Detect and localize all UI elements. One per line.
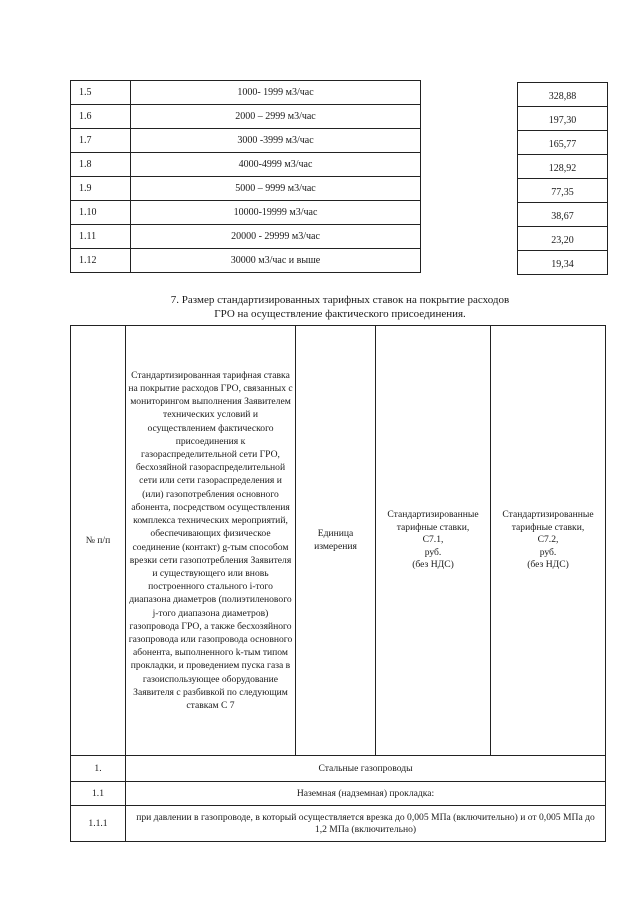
- table-row: [71, 105, 421, 129]
- row-text: Стальные газопроводы: [126, 756, 606, 782]
- row-range: 3000 -3999 м3/час: [131, 129, 421, 153]
- row-num: 1.9: [71, 177, 131, 201]
- table-row: [71, 249, 421, 273]
- row-text: при давлении в газопроводе, в который осуществляется врезка до 0,005 МПа (включительно) и от 0,005 МПа до 1,2 МПа (включительно): [126, 806, 606, 842]
- row-range: 30000 м3/час и выше: [131, 249, 421, 273]
- row-num: 1.8: [71, 153, 131, 177]
- row-value: 165,77: [518, 131, 608, 155]
- row-num: 1.1: [71, 782, 126, 806]
- row-num: 1.5: [71, 81, 131, 105]
- row-num: 1.11: [71, 225, 131, 249]
- row-value: 197,30: [518, 107, 608, 131]
- header-unit: Единица измерения: [296, 326, 376, 756]
- row-value: 77,35: [518, 179, 608, 203]
- row-value: 23,20: [518, 227, 608, 251]
- row-range: 20000 - 29999 м3/час: [131, 225, 421, 249]
- row-text: Наземная (надземная) прокладка:: [126, 782, 606, 806]
- row-range: 10000-19999 м3/час: [131, 201, 421, 225]
- row-range: 4000-4999 м3/час: [131, 153, 421, 177]
- header-row: [71, 326, 606, 756]
- table-row: [71, 806, 606, 842]
- table-row: [71, 756, 606, 782]
- table-row: [71, 225, 421, 249]
- row-range: 1000- 1999 м3/час: [131, 81, 421, 105]
- section-heading-line1: 7. Размер стандартизированных тарифных ставок на покрытие расходов: [170, 294, 510, 306]
- tariff-table: [70, 325, 606, 842]
- row-num: 1.7: [71, 129, 131, 153]
- row-num: 1.: [71, 756, 126, 782]
- rates-value-column: [517, 82, 608, 275]
- table-row: [71, 81, 421, 105]
- section-heading: [110, 293, 570, 321]
- table-row: [71, 201, 421, 225]
- table-row: [71, 782, 606, 806]
- row-range: 2000 – 2999 м3/час: [131, 105, 421, 129]
- table-row: [71, 177, 421, 201]
- row-value: 19,34: [518, 251, 608, 275]
- header-c71: Стандартизированные тарифные ставки, С7.1, руб. (без НДС): [376, 326, 491, 756]
- section-heading-line2: ГРО на осуществление фактического присоединения.: [214, 308, 466, 320]
- row-range: 5000 – 9999 м3/час: [131, 177, 421, 201]
- header-description: Стандартизированная тарифная ставка на покрытие расходов ГРО, связанных с мониторингом выполнения Заявителем технических условий и осуществлением фактического присоединения к газораспределительной сети ГРО, бесхозяйной газораспределительной сети или сети газораспределения и (или) газопотребления основного абонента, посредством осуществления комплекса технических мероприятий, обеспечивающих физическое соединение (контакт) g-тым способом врезки сети газопотребления Заявителя и существующего или вновь построенного стального i-того диапазона диаметров (полиэтиленового j-того диапазона диаметров) газопровода ГРО, а также бесхозяйного газопровода или газопровода основного абонента, выполненного k-тым типом прокладки, и проведением пуска газа в газоиспользующее оборудование Заявителя с разбивкой по следующим ставкам С 7: [126, 326, 296, 756]
- rates-table: [70, 80, 421, 273]
- row-num: 1.6: [71, 105, 131, 129]
- row-value: 328,88: [518, 83, 608, 107]
- row-num: 1.12: [71, 249, 131, 273]
- header-num: № п/п: [71, 326, 126, 756]
- row-num: 1.10: [71, 201, 131, 225]
- table-row: [71, 129, 421, 153]
- table-row: [71, 153, 421, 177]
- row-num: 1.1.1: [71, 806, 126, 842]
- header-c72: Стандартизированные тарифные ставки, С7.2, руб. (без НДС): [491, 326, 606, 756]
- row-value: 38,67: [518, 203, 608, 227]
- row-value: 128,92: [518, 155, 608, 179]
